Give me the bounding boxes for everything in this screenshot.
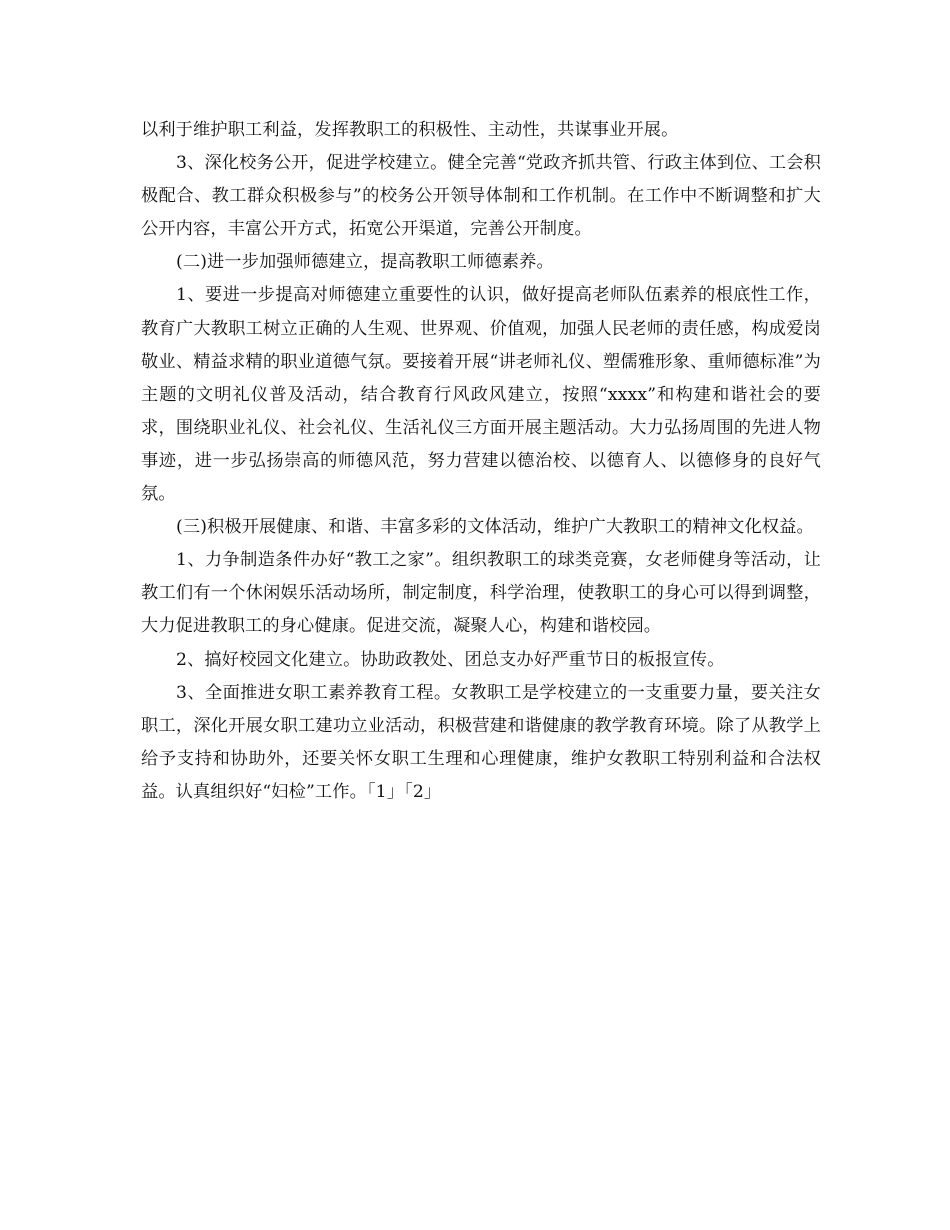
section-heading-2-teacher-ethics: (二)进一步加强师德建立，提高教职工师德素养。 xyxy=(176,252,554,273)
paragraph-item-3-school-affairs: 3、深化校务公开，促进学校建立。健全完善“党政齐抓共管、行政主体到位、工会积极配合、教工群众积极参与”的校务公开领导体制和工作机制。在工作中不断调整和扩大公开内容，丰富公开方式，拓宽公开渠道，完善公开制度。 xyxy=(141,153,821,240)
section-heading-3-cultural-activities: (三)积极开展健康、和谐、丰富多彩的文体活动，维护广大教职工的精神文化权益。 xyxy=(176,517,814,538)
paragraph-item-2-campus-culture: 2、搞好校园文化建立。协助政教处、团总支办好严重节日的板报宣传。 xyxy=(176,649,725,670)
document-body xyxy=(141,114,821,809)
paragraph-item-1-ethics-awareness: 1、要进一步提高对师德建立重要性的认识，做好提高老师队伍素养的根底性工作，教育广大教职工树立正确的人生观、世界观、价值观，加强人民老师的责任感，构成爱岗敬业、精益求精的职业道德气氛。要接着开展“讲老师礼仪、塑儒雅形象、重师德标准”为主题的文明礼仪普及活动，结合教育行风政风建立，按照“xxxx”和构建和谐社会的要求，围绕职业礼仪、社会礼仪、生活礼仪三方面开展主题活动。大力弘扬周围的先进人物事迹，进一步弘扬崇高的师德风范，努力营建以德治校、以德育人、以德修身的良好气氛。 xyxy=(141,285,821,505)
paragraph-item-1-staff-home: 1、力争制造条件办好“教工之家”。组织教职工的球类竞赛，女老师健身等活动，让教工们有一个休闲娱乐活动场所，制定制度，科学治理，使教职工的身心可以得到调整，大力促进教职工的身心健康。促进交流，凝聚人心，构建和谐校园。 xyxy=(141,550,821,637)
paragraph-continuation: 以利于维护职工利益，发挥教职工的积极性、主动性，共谋事业开展。 xyxy=(141,120,679,140)
paragraph-item-3-female-staff: 3、全面推进女职工素养教育工程。女教职工是学校建立的一支重要力量，要关注女职工，深化开展女职工建功立业活动，积极营建和谐健康的教学教育环境。除了从教学上给予支持和协助外，还要关怀女职工生理和心理健康，维护女教职工特别利益和合法权益。认真组织好“妇检”工作。「1」「2」 xyxy=(141,682,821,802)
